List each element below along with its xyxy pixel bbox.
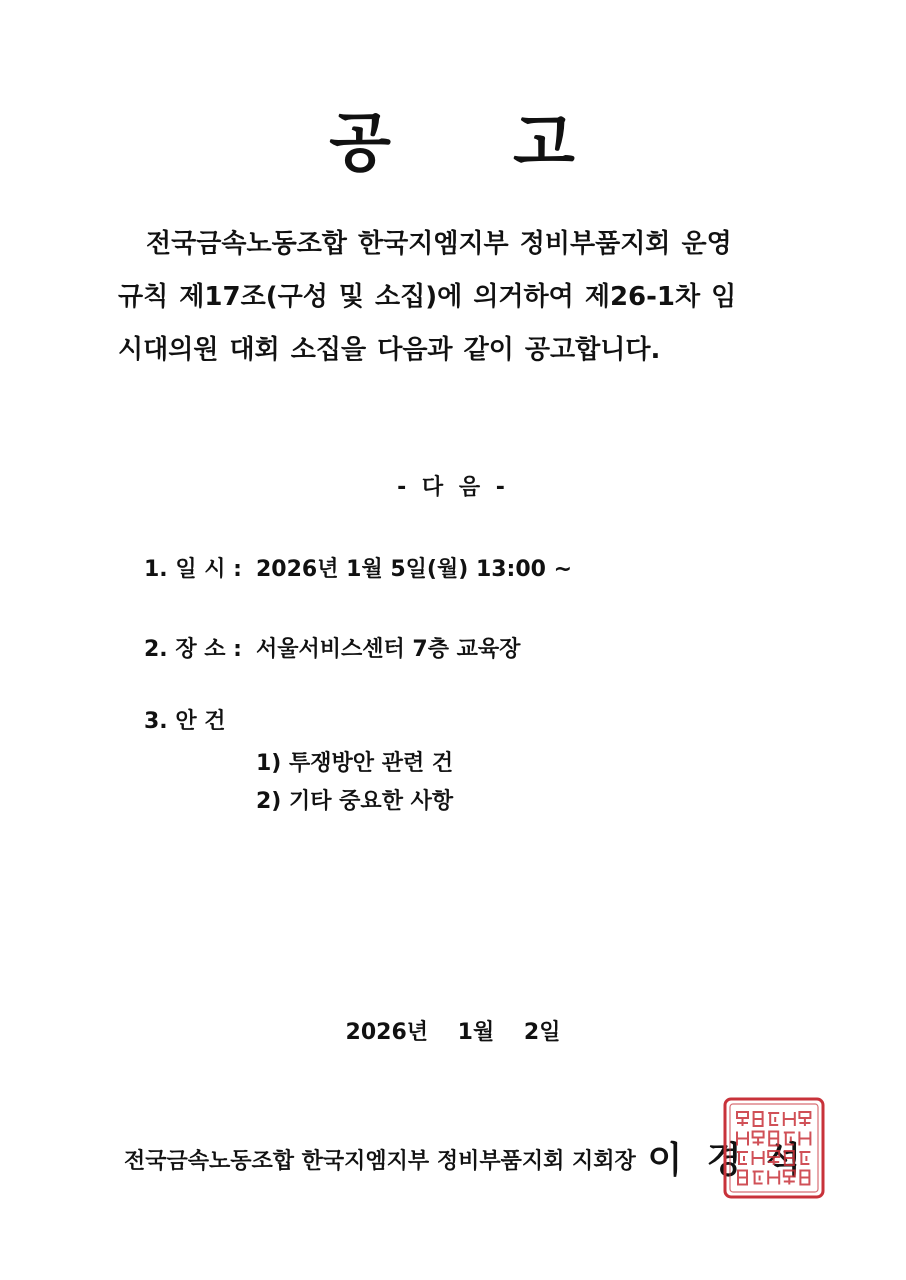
item-datetime [144, 552, 572, 583]
agenda-sub-item-2: 2) 기타 중요한 사항 [256, 789, 454, 814]
seal-glyph [754, 1112, 763, 1126]
seal-glyph [784, 1133, 795, 1145]
seal-glyph [737, 1132, 748, 1146]
item-location-label: 2. 장 소 : [144, 637, 242, 662]
agenda-sub-item-1: 1) 투쟁방안 관련 건 [256, 751, 454, 776]
seal-glyph [785, 1151, 794, 1165]
signature-org: 전국금속노동조합 한국지엠지부 정비부품지회 지회장 [124, 1149, 636, 1174]
section-heading: - 다 음 - [397, 475, 509, 500]
seal-glyph [768, 1171, 779, 1185]
official-seal-icon [722, 1096, 826, 1200]
seal-glyph [784, 1171, 795, 1185]
seal-glyph [799, 1152, 810, 1164]
seal-glyph [737, 1152, 748, 1164]
seal-glyph [753, 1151, 764, 1165]
item-datetime-value: 2026년 1월 5일(월) 13:00 ~ [256, 557, 573, 582]
signer-name: 이 경 석 [647, 1139, 807, 1181]
intro-paragraph [118, 218, 788, 377]
seal-glyph [737, 1112, 748, 1126]
item-location [144, 632, 520, 663]
notice-date: 2026년 1월 2일 [345, 1020, 561, 1045]
intro-line-2: 규칙 제17조(구성 및 소집)에 의거하여 제26-1차 임 [118, 282, 737, 312]
seal-glyph [768, 1151, 779, 1165]
seal-glyph [799, 1132, 810, 1146]
item-datetime-label: 1. 일 시 : [144, 557, 242, 582]
title-char-2: 고 [513, 106, 577, 181]
item-location-value: 서울서비스센터 7층 교육장 [256, 637, 521, 662]
seal-glyph [769, 1132, 778, 1146]
item-agenda [144, 704, 256, 735]
intro-line-3: 시대의원 대회 소집을 다음과 같이 공고합니다. [118, 335, 661, 365]
title-char-1: 공 [329, 106, 393, 181]
seal-glyph [738, 1171, 747, 1185]
item-agenda-label: 3. 안 건 [144, 709, 226, 734]
seal-glyph [799, 1112, 810, 1126]
notice-title [0, 92, 906, 184]
seal-glyph [768, 1113, 779, 1125]
seal-glyph [753, 1172, 764, 1184]
seal-glyph [800, 1171, 809, 1185]
seal-glyph [753, 1132, 764, 1146]
intro-line-1: 전국금속노동조합 한국지엠지부 정비부품지회 운영 [146, 229, 732, 259]
seal-glyph [784, 1112, 795, 1126]
signature-line [124, 1132, 807, 1183]
